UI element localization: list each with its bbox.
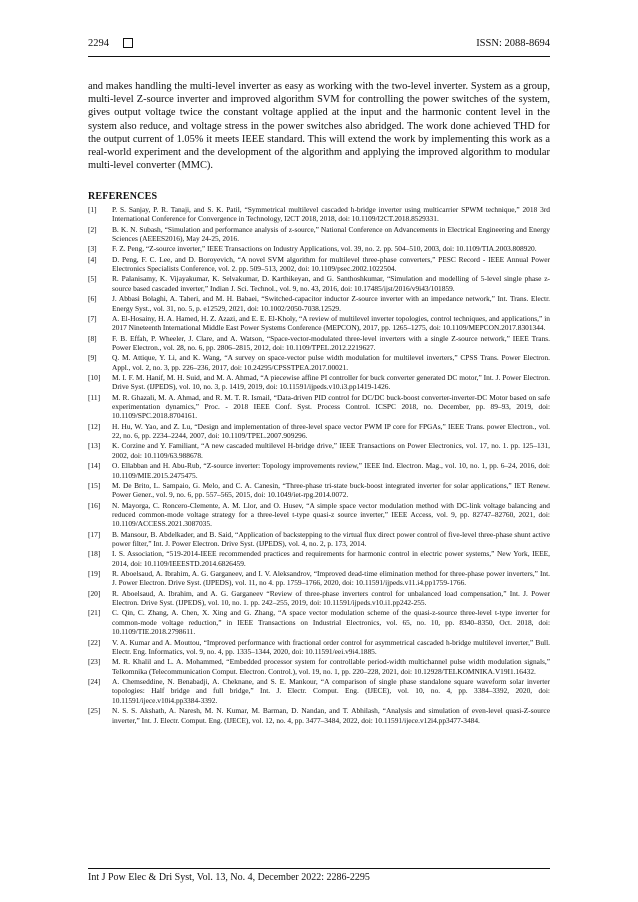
reference-number: [12] [88, 421, 101, 431]
reference-text: C. Qin, C. Zhang, A. Chen, X. Xing and G. Zhang, “A space vector modulation scheme of the quasi-z-source three-level t-type inverter for common-mode voltage reduction,” in IEEE Transactions on Industrial Electronics, vol. 65, no. 10, pp. 8340–8350, Oct. 2018, doi: 10.1109/TIE.2018.2798611. [112, 608, 550, 637]
reference-item [88, 657, 550, 676]
reference-number: [8] [88, 333, 97, 343]
reference-text: N. Mayorga, C. Roncero-Clemente, A. M. Llor, and O. Husev, “A simple space vector modulation method with DC-link voltage balancing and reduced common-mode voltage strategy for a three-level t-type quasi-z source inverter,” IEEE Access, vol. 9, pp. 82747–82760, 2021, doi: 10.1109/ACCESS.2021.3087035. [112, 500, 550, 529]
reference-text: M. R. Khalil and L. A. Mohammed, “Embedded processor system for controllable period-width multichannel pulse width modulation signals,” Telkomnika (Telecommunication Comput. Electron. Control.), vol. 19, no. 1, pp. 220–228, 2021, doi: 10.12928/TELKOMNIKA.V19I1.16432. [112, 657, 550, 676]
reference-number: [23] [88, 657, 101, 667]
reference-item [88, 255, 550, 274]
reference-number: [19] [88, 569, 101, 579]
reference-number: [2] [88, 224, 97, 234]
reference-item [88, 461, 550, 480]
reference-text: A. Chemseddine, N. Benabadji, A. Cheknane, and S. E. Mankour, “A comparison of single phase standalone square waveform solar inverter topologies: Half bridge and full bridge,” Int. J. Electr. Comput. Eng. (IJECE), vol. 10, no. 4, pp. 3384–3392, 2020, doi: 10.11591/ijece.v10i4.pp3384-3392. [112, 676, 550, 705]
reference-number: [4] [88, 254, 97, 264]
reference-text: B. Mansour, B. Abdelkader, and B. Said, “Application of backstepping to the virtual flux direct power control of five-level three-phase shunt active power filter,” Int. J. Power Electron. Drive Syst. (IJPEDS), vol. 4, no. 2, p. 173, 2014. [112, 529, 550, 549]
reference-item [88, 549, 550, 568]
references-heading: REFERENCES [88, 191, 158, 202]
page-number: 2294 [88, 37, 109, 49]
reference-text: R. Aboelsaud, A. Ibrahim, and A. G. Garganeev “Review of three-phase inverters control for unbalanced load compensation,” Int. J. Power Electron. Drive Syst. (IJPEDS), vol. 10, no. 1. pp. 242–255, 2019, doi: 10.11591/ijpeds.v10.i1.pp242-255. [112, 588, 550, 608]
reference-number: [24] [88, 676, 101, 686]
reference-text: H. Hu, W. Yao, and Z. Lu, “Design and implementation of three-level space vector PWM IP core for FPGAs,” IEEE Trans. power Electron., vol. 22, no. 6, pp. 2234–2244, 2007, doi: 10.1109/TPEL.2007.909296. [112, 421, 550, 441]
reference-item [88, 638, 550, 657]
reference-text: M. R. Ghazali, M. A. Ahmad, and R. M. T. R. Ismail, “Data-driven PID control for DC/DC buck-boost converter-inverter-DC Motor based on safe experimentation dynamics,” Proc. - 2018 IEEE Conf. Syst. Process Control. ICSPC 2018, no. December, pp. 89–93, 2019, doi: 10.1109/SPC.2018.8704161. [112, 392, 550, 421]
page-footer: Int J Pow Elec & Dri Syst, Vol. 13, No. 4, December 2022: 2286-2295 [88, 872, 370, 883]
reference-item [88, 501, 550, 529]
issn: ISSN: 2088-8694 [476, 37, 550, 49]
reference-item [88, 294, 550, 313]
reference-item [88, 422, 550, 441]
reference-text: P. S. Sanjay, P. R. Tanaji, and S. K. Patil, “Symmetrical multilevel cascaded h-bridge inverter using multicarrier SPWM technique,” 2018 3rd International Conference for Convergence in Technology, I2CT 2018, 2018, doi: 10.1109/I2CT.2018.8529331. [112, 205, 550, 224]
square-bullet-icon [123, 38, 133, 48]
reference-item [88, 274, 550, 293]
header-rule [88, 56, 550, 57]
reference-item [88, 373, 550, 392]
reference-number: [22] [88, 637, 101, 647]
reference-item [88, 569, 550, 588]
reference-number: [10] [88, 372, 101, 382]
reference-text: N. S. S. Akshath, A. Naresh, M. N. Kumar, M. Barman, D. Nandan, and T. Abhilash, “Analysis and simulation of even-level quasi-Z-source inverter,” Int. J. Electr. Comput. Eng. (IJECE), vol. 12, no. 4, pp. 3477–3484, 2022, doi: 10.11591/ijece.v12i4.pp3477-3484. [112, 706, 550, 725]
reference-number: [9] [88, 353, 97, 363]
reference-number: [17] [88, 529, 101, 539]
reference-number: [7] [88, 313, 97, 323]
page-header [88, 34, 550, 52]
reference-text: M. De Brito, L. Sampaio, G. Melo, and C. A. Canesin, “Three-phase tri-state buck-boost integrated inverter for solar applications,” IET Renew. Power Gener., vol. 9, no. 6, pp. 557–565, 2015, doi: 10.1049/iet-rpg.2014.0072. [112, 480, 550, 500]
reference-text: I. S. Association, “519-2014-IEEE recommended practices and requirements for harmonic control in electric power systems,” New York, IEEE, 2014, doi: 10.1109/IEEESTD.2014.6826459. [112, 549, 550, 568]
footer-rule [88, 868, 550, 869]
reference-text: D. Peng, F. C. Lee, and D. Boroyevich, “A novel SVM algorithm for multilevel three-phase converters,” PESC Record - IEEE Annual Power Electronics Specialists Conference, vol. 2. pp. 509–513, 2002, doi: 10.1109/psec.2002.1022504. [112, 254, 550, 274]
reference-item [88, 608, 550, 636]
reference-text: F. Z. Peng, “Z-source inverter,” IEEE Transactions on Industry Applications, vol. 39, no. 2. pp. 504–510, 2003, doi: 10.1109/TIA.2003.808920. [112, 244, 537, 254]
reference-text: R. Aboelsaud, A. Ibrahim, A. G. Garganeev, and I. V. Aleksandrov, “Improved dead-time elimination method for three-phase power inverters,” Int. J. Power Electron. Drive Syst. (IJPEDS), vol. 11, no 4. pp. 1759–1766, 2020, doi: 10.11591/ijpeds.v11.i4.pp1759-1766. [112, 569, 550, 588]
reference-number: [20] [88, 588, 101, 598]
reference-text: Q. M. Attique, Y. Li, and K. Wang, “A survey on space-vector pulse width modulation for multilevel inverters,” CPSS Trans. Power Electron. Appl., vol. 2, no. 3, pp. 226–236, 2017, doi: 10.24295/CPSSTPEA.2017.00021. [112, 353, 550, 372]
reference-number: [5] [88, 274, 97, 284]
reference-item [88, 589, 550, 608]
reference-number: [15] [88, 480, 101, 490]
references-list [88, 205, 550, 726]
reference-item [88, 244, 550, 253]
reference-number: [1] [88, 205, 97, 214]
reference-number: [11] [88, 392, 101, 402]
reference-number: [21] [88, 608, 101, 618]
reference-number: [16] [88, 500, 101, 510]
reference-text: K. Corzine and Y. Familiant, “A new cascaded multilevel H-bridge drive,” IEEE Transactions on Power Electronics, vol. 17, no. 1. pp. 125–131, 2002, doi: 10.1109/63.988678. [112, 441, 550, 460]
reference-number: [13] [88, 441, 101, 451]
reference-number: [6] [88, 294, 97, 304]
reference-text: F. B. Effah, P. Wheeler, J. Clare, and A. Watson, “Space-vector-modulated three-level inverters with a single Z-source network,” IEEE Trans. Power Electron., vol. 28, no. 6, pp. 2806–2815, 2012, doi: 10.1109/TPEL.2012.2219627. [112, 333, 550, 352]
reference-item [88, 353, 550, 372]
reference-number: [25] [88, 706, 101, 716]
reference-item [88, 677, 550, 705]
reference-text: B. K. N. Subash, “Simulation and performance analysis of z-source,” National Conference on Advancements in Electrical Engineering and Energy Sciences (AEEES2016), May 24-25, 2016. [112, 224, 550, 244]
reference-item [88, 706, 550, 725]
reference-item [88, 225, 550, 244]
reference-item [88, 530, 550, 549]
header-left [88, 38, 133, 49]
reference-number: [3] [88, 244, 97, 254]
reference-item [88, 441, 550, 460]
reference-item [88, 205, 550, 224]
reference-item [88, 481, 550, 500]
reference-text: M. I. F. M. Hanif, M. H. Suid, and M. A. Ahmad, “A piecewise affine PI controller for buck converter generated DC motor,” Int. J. Power Electron. Drive Syst. (IJPEDS), vol. 10, no. 3, p. 1419, 2019, doi: 10.11591/ijpeds.v10.i3.pp1419-1426. [112, 372, 550, 392]
reference-text: R. Palanisamy, K. Vijayakumar, K. Selvakumar, D. Karthikeyan, and G. Santhoshkumar, “Simulation and modelling of 5-level single phase z-source based cascaded inverter,” Indian J. Sci. Technol., vol. 9, no. 43, 2016, doi: 10.17485/ijst/2016/v9i43/101859. [112, 274, 550, 293]
reference-item [88, 393, 550, 421]
reference-item [88, 314, 550, 333]
reference-text: V. A. Kumar and A. Mouttou, “Improved performance with fractional order control for asymmetrical cascaded h-bridge multilevel inverter,” Bull. Electr. Eng. Informatics, vol. 9, no. 4, pp. 1335–1344, 2020, doi: 10.11591/eei.v9i4.1885. [112, 637, 550, 656]
reference-number: [14] [88, 461, 101, 471]
reference-item [88, 334, 550, 353]
reference-text: O. Ellabban and H. Abu-Rub, “Z-source inverter: Topology improvements review,” IEEE Ind. Electron. Mag., vol. 10, no. 1, pp. 6–24, 2016, doi: 10.1109/MIE.2015.2475475. [112, 461, 550, 480]
reference-text: A. El-Hosainy, H. A. Hamed, H. Z. Azazi, and E. E. El-Kholy, “A review of multilevel inverter topologies, control techniques, and applications,” in 2017 Nineteenth International Middle East Power Systems Conference (MEPCON), 2017, pp. 1265–1275, doi: 10.1109/MEPCON.2017.8301344. [112, 313, 550, 333]
intro-paragraph: and makes handling the multi-level inverter as easy as working with the two-level inverter. System as a group, multi-level Z-source inverter and improved algorithm SVM for controlling the power switches of the system, gives output voltage twice the constant voltage applied at the input and the harmonic content level in the system also reduce, and voltage stress in the power switches also abridged. The work done achieved THD for the output current of 1.05% it meets IEEE standard. This will extend the work by implementing this work as a real-world experiment and the development of the algorithm and applying the improved algorithm to modular multi-level converter (MMC). [88, 81, 550, 172]
reference-number: [18] [88, 549, 101, 559]
reference-text: J. Abbasi Bolaghi, A. Taheri, and M. H. Babaei, “Switched-capacitor inductor Z-source inverter with an impedance network,” Int. Trans. Electr. Energy Syst., vol. 31, no. 5, p. e12529, 2021, doi: 10.1002/2050-7038.12529. [112, 294, 550, 313]
